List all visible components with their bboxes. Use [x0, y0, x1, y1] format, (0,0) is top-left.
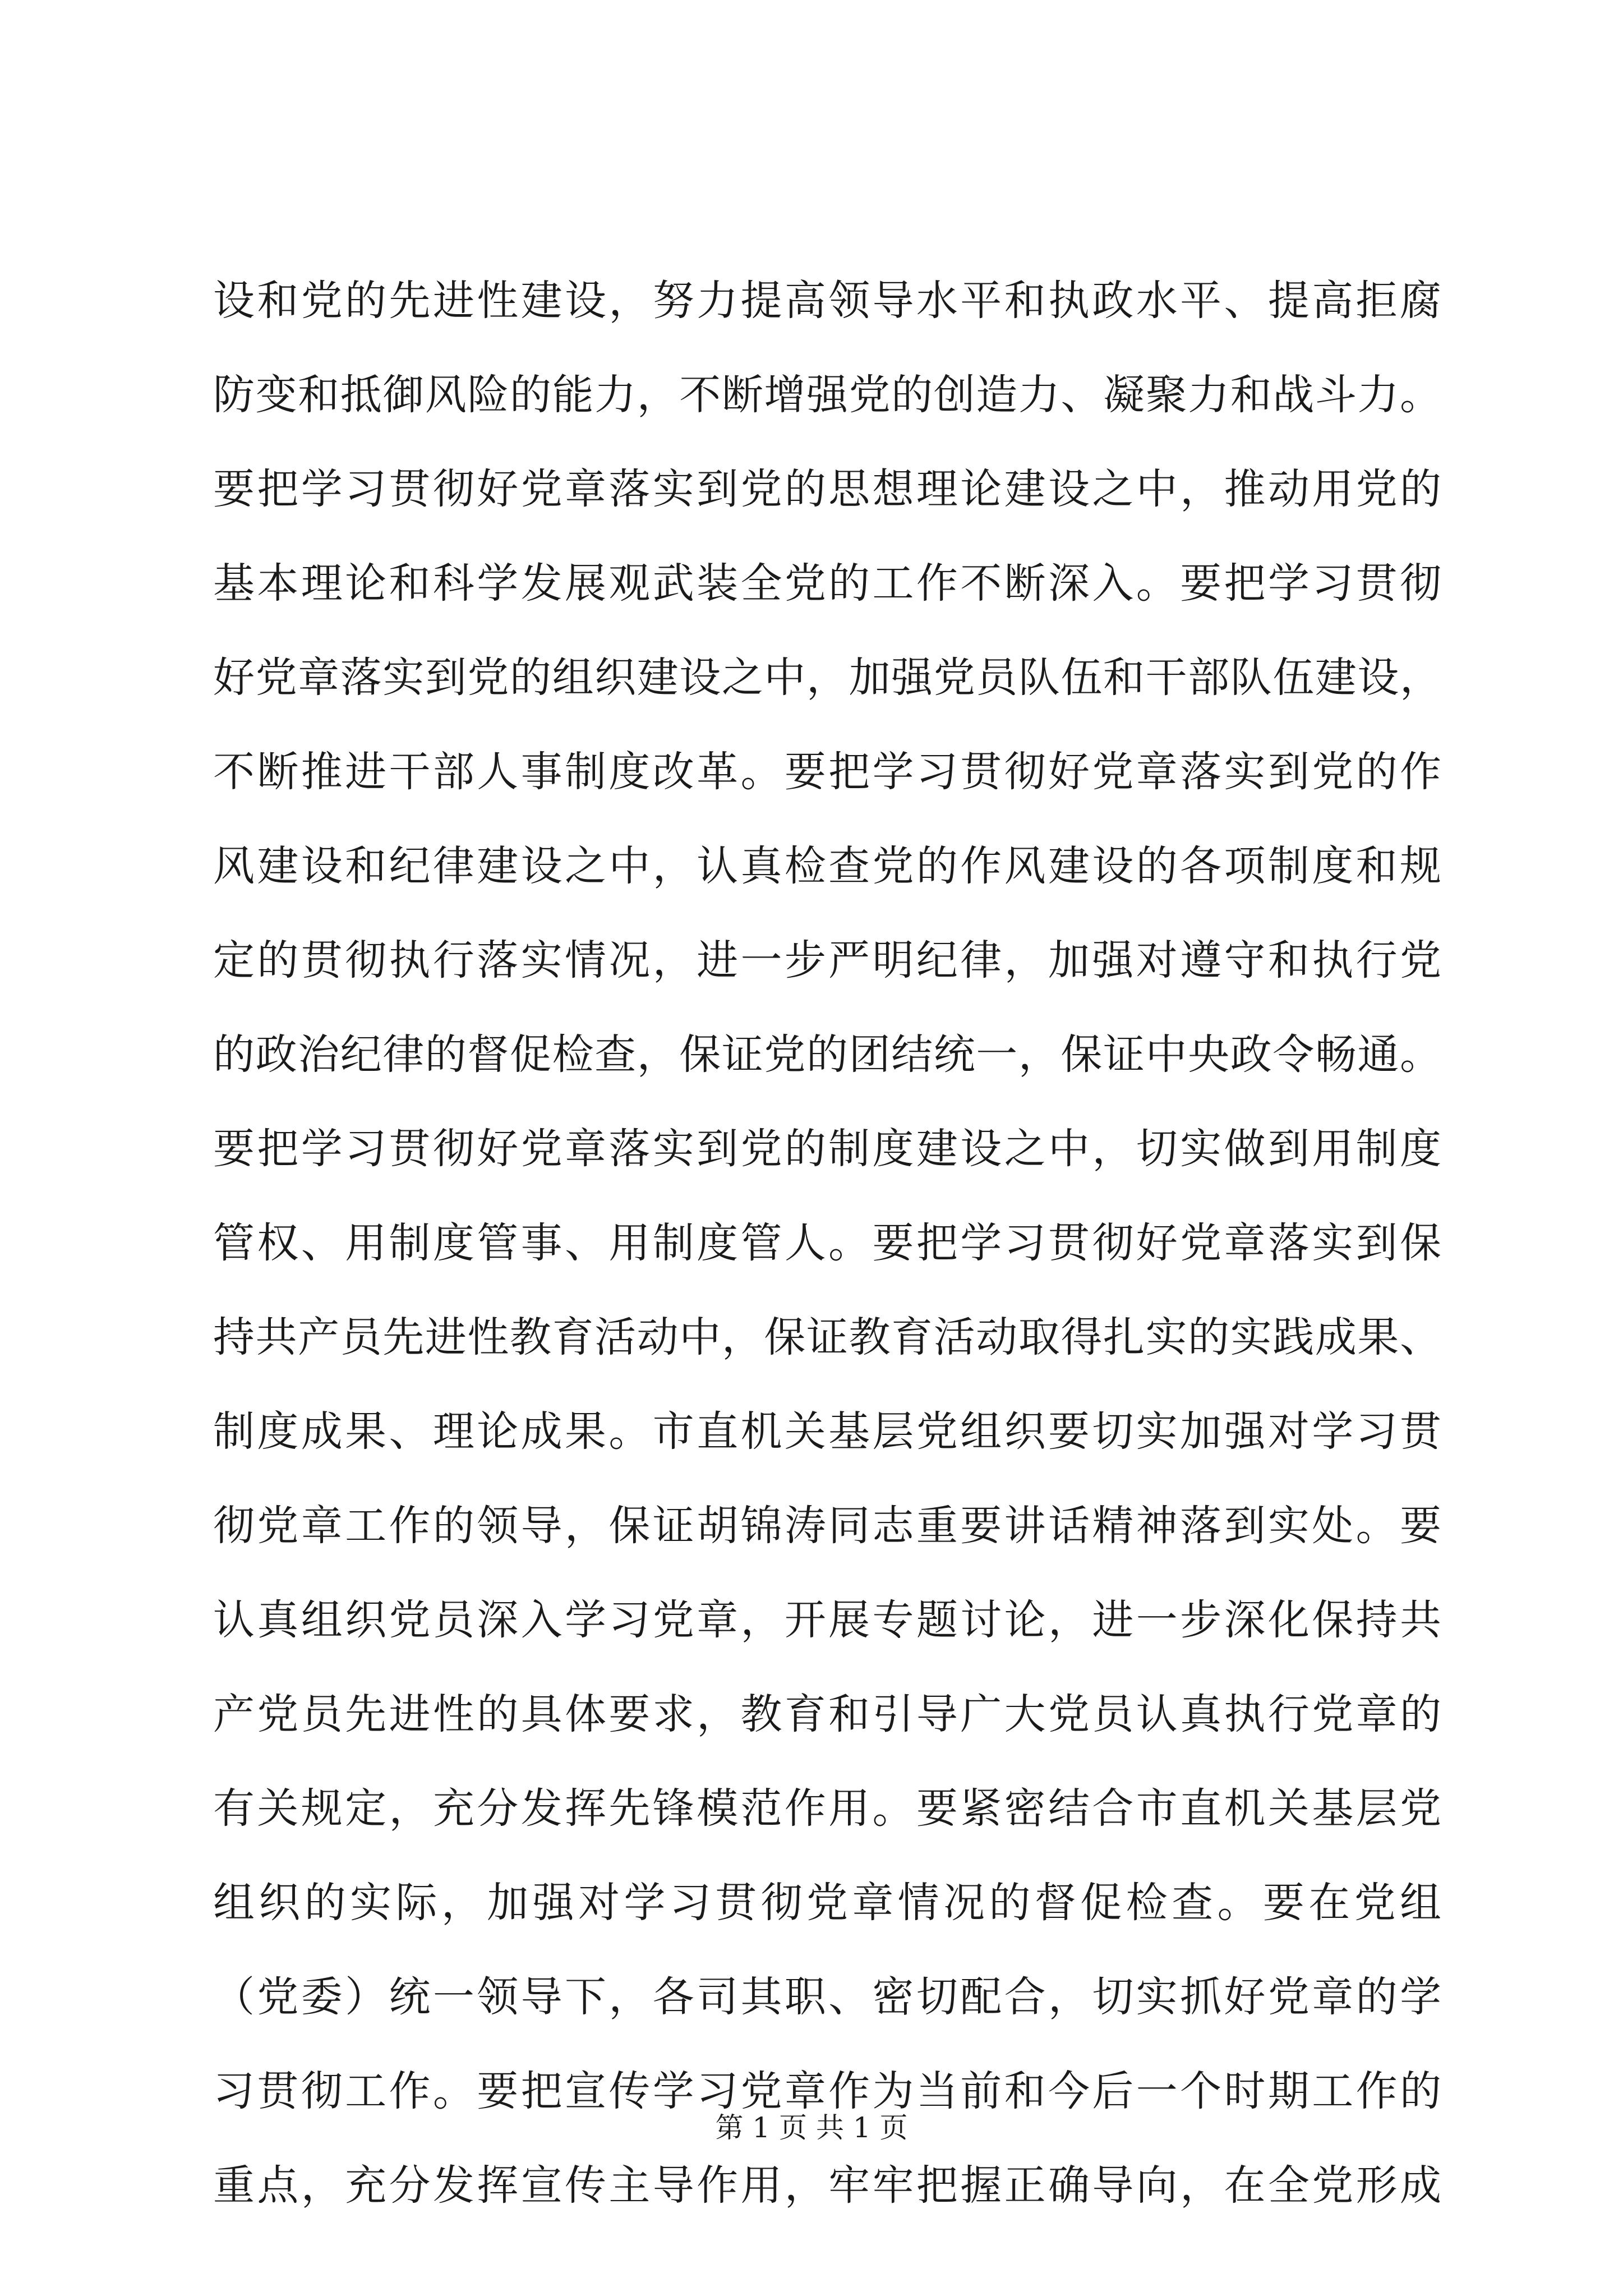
- text-line: 制度成果、理论成果。市直机关基层党组织要切实加强对学习贯: [213, 1407, 1441, 1456]
- text-line: 不断推进干部人事制度改革。要把学习贯彻好党章落实到党的作: [213, 748, 1441, 796]
- text-line: 要把学习贯彻好党章落实到党的制度建设之中，切实做到用制度: [213, 1125, 1441, 1173]
- text-line: 组织的实际，加强对学习贯彻党章情况的督促检查。要在党组: [213, 1879, 1441, 1927]
- text-line: 管权、用制度管事、用制度管人。要把学习贯彻好党章落实到保: [213, 1219, 1441, 1267]
- text-line: 认真组织党员深入学习党章，开展专题讨论，进一步深化保持共: [213, 1596, 1441, 1644]
- text-line: 防变和抵御风险的能力，不断增强党的创造力、凝聚力和战斗力。: [213, 371, 1441, 419]
- text-line: 定的贯彻执行落实情况，进一步严明纪律，加强对遵守和执行党: [213, 936, 1441, 984]
- text-line: 重点，充分发挥宣传主导作用，牢牢把握正确导向，在全党形成: [213, 2161, 1441, 2210]
- text-line: 习贯彻工作。要把宣传学习党章作为当前和今后一个时期工作的: [213, 2067, 1441, 2115]
- text-line: 有关规定，充分发挥先锋模范作用。要紧密结合市直机关基层党: [213, 1784, 1441, 1833]
- page-number-footer: 第 1 页 共 1 页: [715, 2111, 908, 2144]
- text-line: 彻党章工作的领导，保证胡锦涛同志重要讲话精神落到实处。要: [213, 1502, 1441, 1550]
- text-line: 基本理论和科学发展观武装全党的工作不断深入。要把学习贯彻: [213, 559, 1441, 608]
- text-line: （党委）统一领导下，各司其职、密切配合，切实抓好党章的学: [213, 1973, 1441, 2021]
- text-line: 持共产员先进性教育活动中，保证教育活动取得扎实的实践成果、: [213, 1313, 1441, 1361]
- text-line: 要把学习贯彻好党章落实到党的思想理论建设之中，推动用党的: [213, 465, 1441, 513]
- text-line: 设和党的先进性建设，努力提高领导水平和执政水平、提高拒腐: [213, 277, 1441, 325]
- body-paragraph: [213, 254, 1441, 2233]
- text-line: 好党章落实到党的组织建设之中，加强党员队伍和干部队伍建设，: [213, 654, 1441, 702]
- text-line: 的政治纪律的督促检查，保证党的团结统一，保证中央政令畅通。: [213, 1030, 1441, 1079]
- text-line: 产党员先进性的具体要求，教育和引导广大党员认真执行党章的: [213, 1690, 1441, 1738]
- text-line: 风建设和纪律建设之中，认真检查党的作风建设的各项制度和规: [213, 842, 1441, 890]
